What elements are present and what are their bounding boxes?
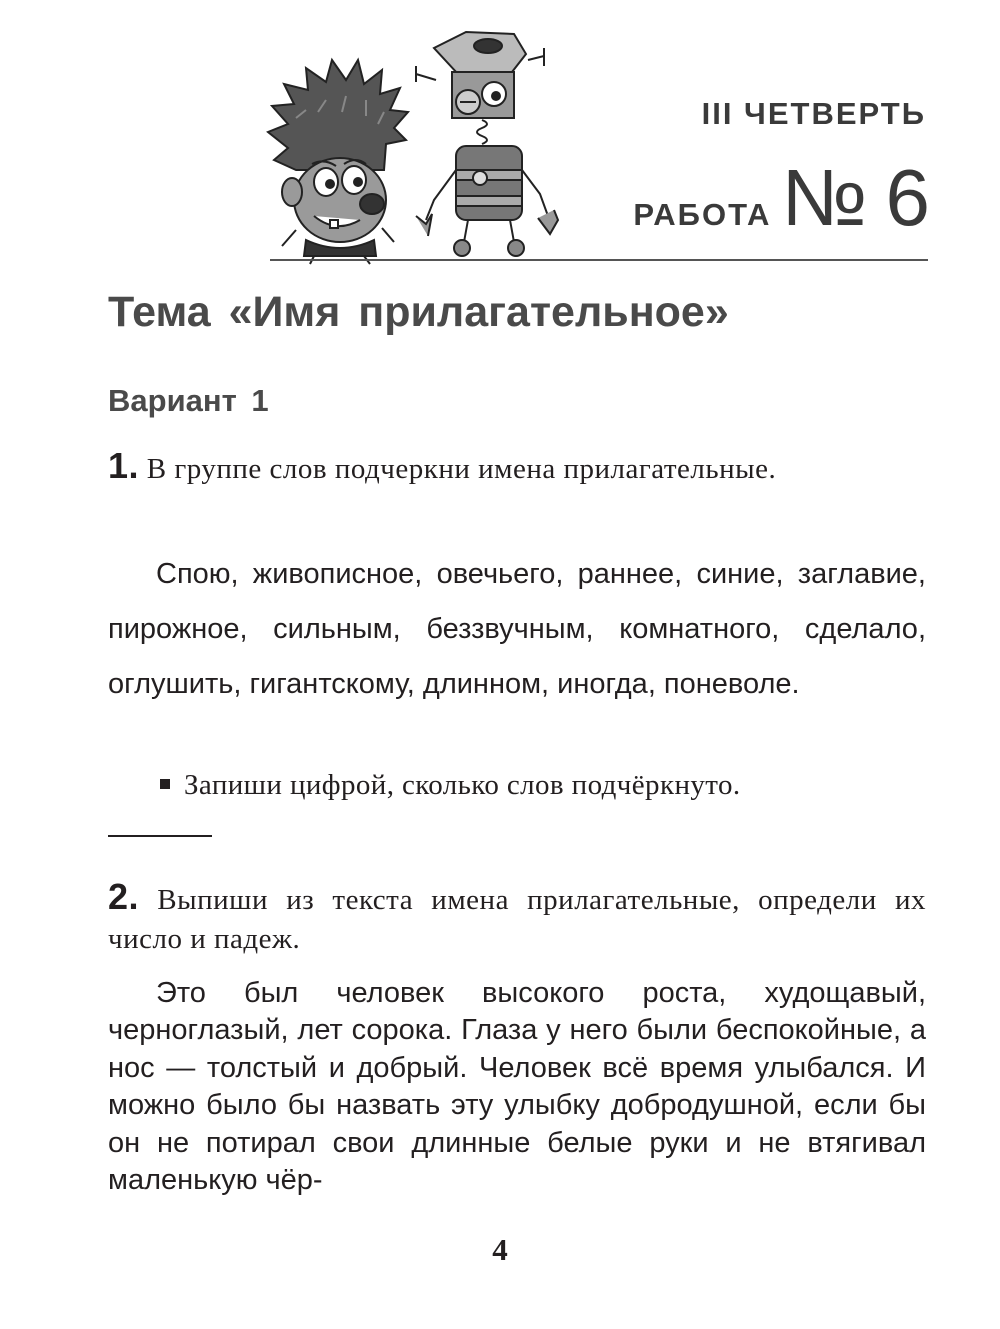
page-number: 4: [492, 1232, 508, 1267]
task-1-word-list: Спою, живописное, овечьего, раннее, синие, заглавие, пирожное, сильным, беззвучным, комнатного, сделало, оглушить, гигантскому, длинном, иногда, поневоле.: [108, 558, 926, 700]
task-2-instruction: [108, 877, 926, 959]
hedgehog-and-robot-icon: [266, 20, 576, 265]
work-label: РАБОТА: [633, 197, 772, 232]
header-divider: [270, 259, 928, 261]
variant-label: Вариант 1: [108, 383, 269, 418]
task-1-instruction: [108, 446, 926, 489]
task-2-text: Выпиши из текста имена прилагательные, определи их число и падеж.: [108, 884, 927, 955]
task-1-number: 1.: [108, 445, 140, 486]
robot-character: [416, 32, 558, 256]
task-1-text: В группе слов подчеркни имена прилагательные.: [146, 453, 777, 485]
task-1-subtask-text: Запиши цифрой, сколько слов подчёркнуто.: [184, 769, 741, 801]
square-bullet-icon: [160, 779, 170, 789]
quarter-label: III ЧЕТВЕРТЬ: [701, 96, 926, 131]
task-2-number: 2.: [108, 876, 140, 917]
answer-blank-line[interactable]: [108, 835, 212, 837]
hedgehog-character: [268, 60, 408, 264]
task-1-subtask: [160, 765, 926, 805]
work-number: № 6: [781, 153, 928, 242]
task-2-passage: Это был человек высокого роста, худощавый, черноглазый, лет сорока. Глаза у него были беспокойные, а нос — толстый и добрый. Человек всё время улыбался. И можно было бы назвать эту улыбку добродушной, если бы он не потирал свои длинные белые руки и не втягивал маленькую чёр-: [108, 977, 926, 1197]
work-title: [633, 152, 928, 244]
characters-illustration: [266, 20, 576, 265]
topic-title: Тема «Имя прилагательное»: [108, 288, 729, 336]
